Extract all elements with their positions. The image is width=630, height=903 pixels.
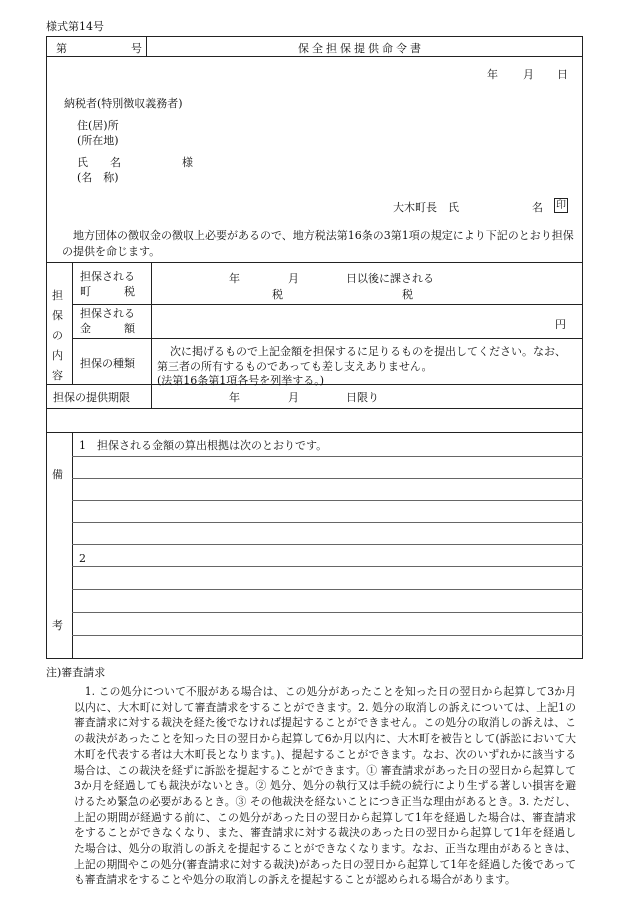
amount-unit: 円 — [555, 318, 566, 331]
tax-label-line2: 町 税 — [80, 285, 135, 298]
collateral-side-label-3: の — [52, 329, 63, 342]
divider — [46, 262, 583, 263]
divider — [72, 338, 583, 339]
divider — [146, 36, 147, 56]
date-month: 月 — [523, 68, 534, 81]
remarks-rule — [72, 589, 583, 590]
tax-label-line1: 担保される — [80, 270, 135, 283]
remarks-rule — [72, 612, 583, 613]
tax-year: 年 — [229, 272, 240, 285]
type-text-line3: (法第16条第1項各号を列挙する。) — [157, 374, 325, 387]
remarks-item-2: 2 — [79, 552, 86, 565]
date-day: 日 — [557, 68, 568, 81]
number-label-left: 第 — [56, 42, 67, 55]
collateral-side-label-4: 内 — [52, 349, 63, 362]
deadline-month: 月 — [288, 391, 299, 404]
issuer-name-suffix: 名 — [532, 201, 543, 214]
deadline-day-suffix: 日限り — [346, 391, 379, 404]
tax-word-1: 税 — [272, 288, 283, 301]
form-number: 様式第14号 — [46, 20, 104, 33]
notes-body: 1. この処分について不服がある場合は、この処分があったことを知った日の翌日から起算して3か月以内に、大木町に対して審査請求をすることができます。2. 処分の取消しの訴えについては、上記1の審査請求に対する裁決を経た後でなければ提起することができません。この処分の取消しの訴えは、この裁決があったことを知った日の翌日から起算して6か月以内に、大木町を被告として(訴訟において大木町を代表する者は大木町長となります。)、提起することができます。なお、次のいずれかに該当する場合は、この裁決を経ずに訴訟を提起することができます。① 審査請求があった日の翌日から起算して3か月を経過しても裁決がないとき。② 処分、処分の執行又は手続の続行により生ずる著しい損害を避けるため緊急の必要があるとき。③ その他裁決を経ないことにつき正当な理由があるとき。3. ただし、上記の期間が経過する前に、この処分があった日の翌日から起算して1年を経過した場合は、審査請求をすることができなくなり、また、審査請求に対する裁決のあった日の翌日から起算して1年を経過した場合は、処分の取消しの訴えを提起することができなくなります。なお、正当な理由があるときは、上記の期間やこの処分(審査請求に対する裁決)があった日の翌日から起算して1年を経過した後であっても審査請求をすることや処分の取消しの訴えを提起することが認められる場合があります。 — [74, 685, 576, 887]
document-title: 保全担保提供命令書 — [298, 42, 424, 55]
remarks-side-bottom: 考 — [52, 619, 63, 632]
remarks-rule — [72, 635, 583, 636]
divider — [46, 56, 583, 57]
corp-name-label: (名 称) — [77, 171, 119, 184]
type-text-line2: 第三者の所有するものであっても差し支えありません。 — [157, 360, 433, 373]
notes-title: 注)審査請求 — [46, 666, 106, 679]
seal-mark: 印 — [556, 200, 566, 211]
collateral-side-label-1: 担 — [52, 289, 63, 302]
remarks-rule — [72, 478, 583, 479]
taxpayer-label: 納税者(特別徴収義務者) — [64, 97, 183, 110]
remarks-rule — [72, 522, 583, 523]
divider — [72, 262, 73, 384]
remarks-rule — [72, 544, 583, 545]
address-label: 住(居)所 — [77, 119, 119, 132]
number-label-right: 号 — [131, 42, 142, 55]
collateral-side-label-2: 保 — [52, 309, 63, 322]
divider — [46, 408, 583, 409]
type-label: 担保の種類 — [80, 357, 135, 370]
divider — [72, 304, 583, 305]
remarks-item-1: 1 担保される金額の算出根拠は次のとおりです。 — [79, 439, 328, 452]
date-year: 年 — [487, 68, 498, 81]
tax-month: 月 — [288, 272, 299, 285]
tax-after-date: 日以後に課される — [346, 272, 434, 285]
remarks-rule — [72, 456, 583, 457]
divider — [46, 432, 583, 433]
deadline-label: 担保の提供期限 — [53, 391, 130, 404]
divider — [72, 432, 73, 659]
amount-label-line2: 金 額 — [80, 322, 135, 335]
tax-word-2: 税 — [402, 288, 413, 301]
collateral-side-label-5: 容 — [52, 369, 63, 382]
honorific: 様 — [182, 156, 193, 169]
name-label: 氏 名 — [77, 156, 121, 169]
divider — [151, 262, 152, 384]
location-label: (所在地) — [77, 134, 119, 147]
remarks-rule — [72, 500, 583, 501]
amount-label-line1: 担保される — [80, 307, 135, 320]
deadline-year: 年 — [229, 391, 240, 404]
issuer-mayor: 大木町長 氏 — [393, 201, 459, 214]
divider — [151, 384, 152, 408]
type-text-line1: 次に掲げるもので上記金額を担保するに足りるものを提出してください。なお、 — [170, 345, 566, 358]
remarks-rule — [72, 566, 583, 567]
intro-paragraph: 地方団体の徴収金の徴収上必要があるので、地方税法第16条の3第1項の規定により下記のとおり担保の提供を命じます。 — [62, 229, 574, 258]
remarks-side-top: 備 — [52, 468, 63, 481]
